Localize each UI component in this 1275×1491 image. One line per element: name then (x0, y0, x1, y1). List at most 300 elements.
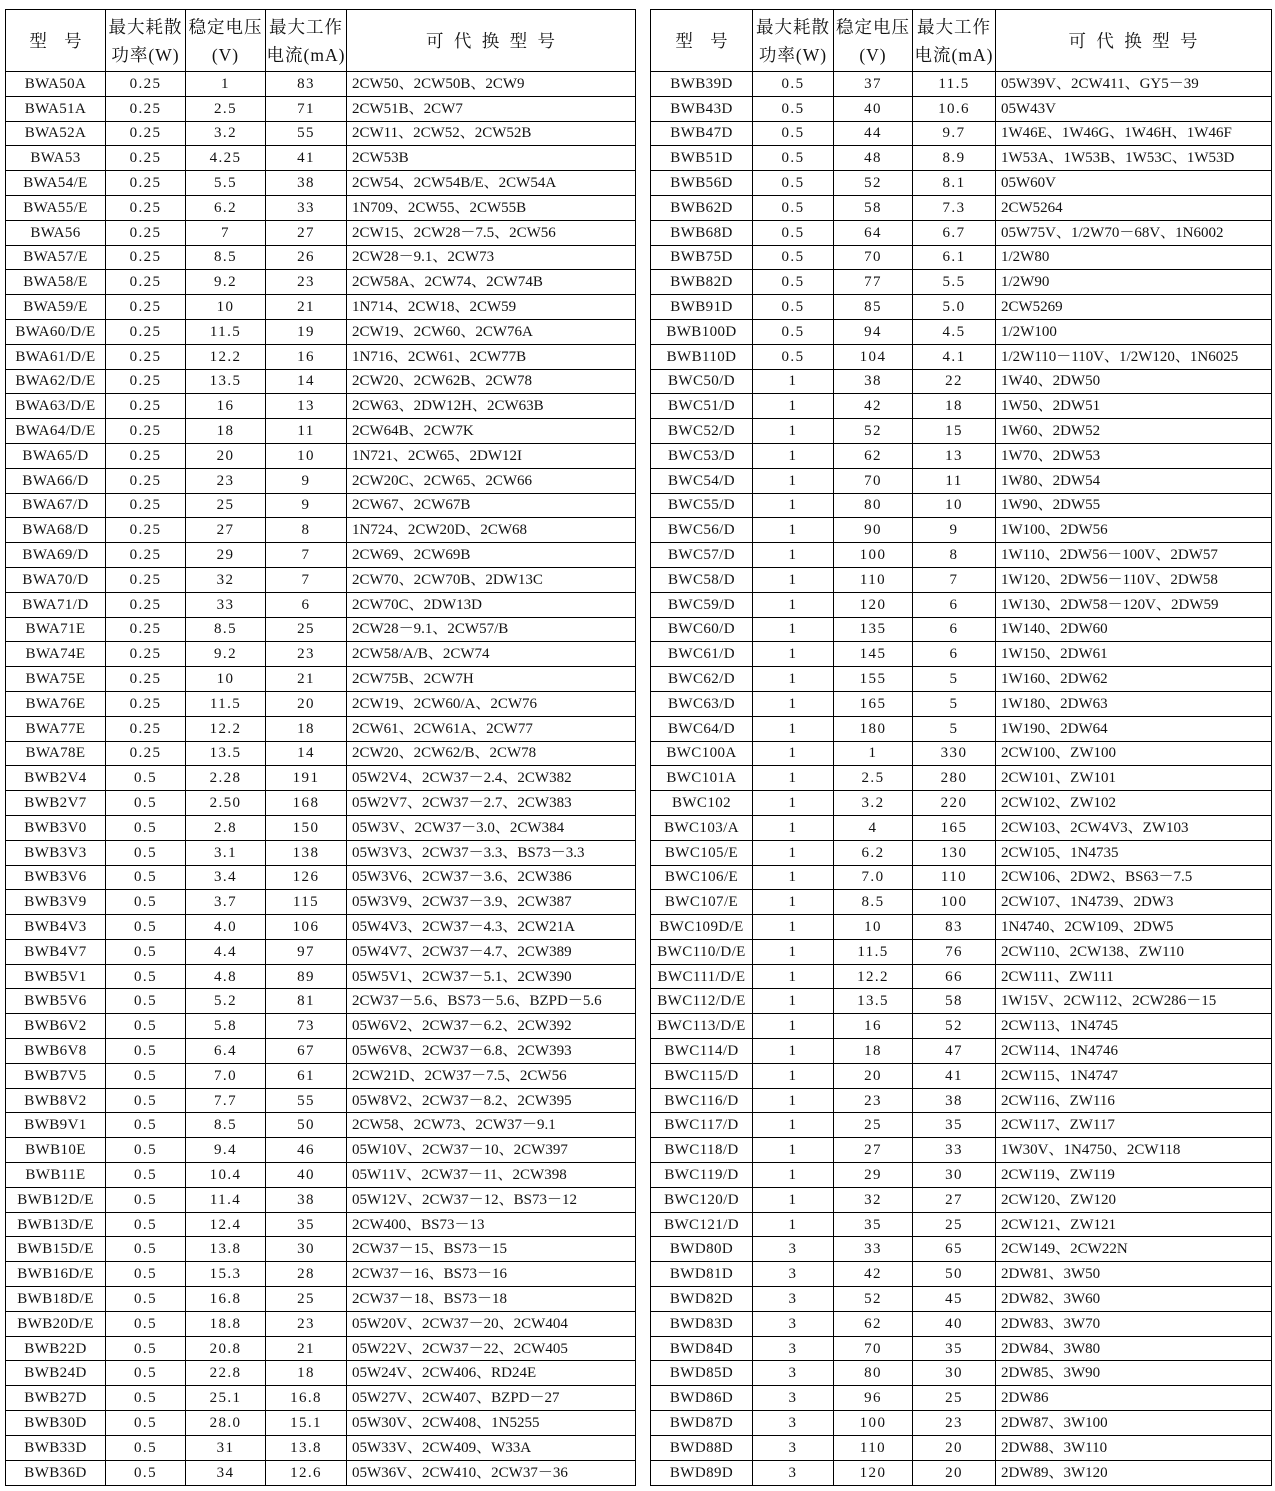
cell-power: 3 (753, 1461, 834, 1486)
cell-substitutes: 05W39V、2CW411、GY5－39 (996, 72, 1271, 97)
cell-voltage: 4.25 (186, 146, 266, 171)
cell-power: 0.5 (753, 97, 834, 122)
cell-current: 4.1 (913, 345, 996, 370)
cell-substitutes: 05W27V、2CW407、BZPD－27 (347, 1386, 635, 1411)
cell-voltage: 3.7 (186, 890, 266, 915)
cell-current: 5 (913, 717, 996, 742)
cell-power: 0.25 (106, 543, 186, 568)
cell-power: 0.5 (753, 146, 834, 171)
cell-power: 0.5 (753, 221, 834, 246)
cell-voltage: 6.2 (186, 196, 266, 221)
cell-model: BWA61/D/E (6, 345, 106, 370)
cell-voltage: 20 (186, 444, 266, 469)
cell-current: 41 (913, 1064, 996, 1089)
cell-voltage: 18 (834, 1039, 913, 1064)
cell-current: 28 (266, 1262, 347, 1287)
cell-current: 15 (913, 419, 996, 444)
cell-power: 0.5 (753, 320, 834, 345)
cell-substitutes: 2CW103、2CW4V3、ZW103 (996, 816, 1271, 841)
cell-substitutes: 05W30V、2CW408、1N5255 (347, 1411, 635, 1436)
cell-substitutes: 2CW20C、2CW65、2CW66 (347, 469, 635, 494)
cell-voltage: 7.0 (834, 866, 913, 891)
cell-voltage: 27 (186, 518, 266, 543)
cell-current: 8 (266, 518, 347, 543)
cell-voltage: 42 (834, 1262, 913, 1287)
cell-substitutes: 2CW58/A/B、2CW74 (347, 642, 635, 667)
cell-model: BWB27D (6, 1386, 106, 1411)
cell-voltage: 31 (186, 1436, 266, 1461)
cell-substitutes: 2CW116、ZW116 (996, 1089, 1271, 1114)
cell-voltage: 23 (834, 1089, 913, 1114)
cell-model: BWC112/D/E (651, 989, 753, 1014)
cell-voltage: 23 (186, 469, 266, 494)
header-current-line2: 电流(mA) (914, 44, 994, 65)
cell-current: 16 (266, 345, 347, 370)
cell-model: BWB82D (651, 270, 753, 295)
cell-power: 0.5 (106, 1237, 186, 1262)
cell-substitutes: 1W120、2DW56－110V、2DW58 (996, 568, 1271, 593)
cell-power: 1 (753, 618, 834, 643)
cell-power: 3 (753, 1262, 834, 1287)
cell-current: 15.1 (266, 1411, 347, 1436)
cell-power: 0.5 (106, 791, 186, 816)
cell-power: 0.5 (753, 345, 834, 370)
cell-substitutes: 1/2W80 (996, 246, 1271, 271)
cell-substitutes: 2CW51B、2CW7 (347, 97, 635, 122)
cell-power: 0.5 (106, 890, 186, 915)
cell-model: BWC58/D (651, 568, 753, 593)
cell-power: 0.5 (106, 1361, 186, 1386)
cell-voltage: 4 (834, 816, 913, 841)
cell-model: BWB39D (651, 72, 753, 97)
cell-voltage: 18.8 (186, 1312, 266, 1337)
cell-voltage: 11.5 (186, 320, 266, 345)
cell-model: BWB5V1 (6, 965, 106, 990)
cell-model: BWB24D (6, 1361, 106, 1386)
cell-voltage: 70 (834, 1337, 913, 1362)
cell-voltage: 27 (834, 1138, 913, 1163)
cell-power: 0.5 (106, 1064, 186, 1089)
cell-power: 1 (753, 642, 834, 667)
cell-substitutes: 05W2V4、2CW37－2.4、2CW382 (347, 766, 635, 791)
cell-voltage: 120 (834, 593, 913, 618)
cell-power: 0.5 (753, 171, 834, 196)
cell-power: 1 (753, 593, 834, 618)
cell-current: 6 (913, 618, 996, 643)
cell-model: BWA53 (6, 146, 106, 171)
cell-power: 0.5 (106, 1213, 186, 1238)
cell-model: BWD80D (651, 1237, 753, 1262)
cell-model: BWB110D (651, 345, 753, 370)
cell-substitutes: 2CW100、ZW100 (996, 742, 1271, 767)
cell-voltage: 44 (834, 122, 913, 147)
cell-voltage: 16 (186, 394, 266, 419)
cell-model: BWA78E (6, 742, 106, 767)
cell-current: 67 (266, 1039, 347, 1064)
cell-power: 1 (753, 890, 834, 915)
cell-substitutes: 1W46E、1W46G、1W46H、1W46F (996, 122, 1271, 147)
cell-power: 0.5 (106, 1089, 186, 1114)
cell-voltage: 12.2 (186, 717, 266, 742)
cell-substitutes: 05W24V、2CW406、RD24E (347, 1361, 635, 1386)
cell-substitutes: 05W4V7、2CW37－4.7、2CW389 (347, 940, 635, 965)
cell-voltage: 80 (834, 494, 913, 519)
cell-substitutes: 2CW5264 (996, 196, 1271, 221)
cell-substitutes: 2CW15、2CW28－7.5、2CW56 (347, 221, 635, 246)
cell-model: BWB43D (651, 97, 753, 122)
cell-power: 0.5 (106, 1188, 186, 1213)
cell-model: BWA57/E (6, 246, 106, 271)
cell-power: 1 (753, 1064, 834, 1089)
cell-current: 25 (266, 618, 347, 643)
cell-substitutes: 2CW37－16、BS73－16 (347, 1262, 635, 1287)
cell-model: BWB11E (6, 1163, 106, 1188)
cell-current: 41 (266, 146, 347, 171)
cell-model: BWC120/D (651, 1188, 753, 1213)
cell-substitutes: 2CW21D、2CW37－7.5、2CW56 (347, 1064, 635, 1089)
cell-model: BWB9V1 (6, 1113, 106, 1138)
cell-current: 150 (266, 816, 347, 841)
cell-model: BWB4V7 (6, 940, 106, 965)
cell-voltage: 16 (834, 1014, 913, 1039)
cell-power: 1 (753, 692, 834, 717)
cell-voltage: 13.5 (834, 989, 913, 1014)
cell-voltage: 32 (186, 568, 266, 593)
cell-substitutes: 1W80、2DW54 (996, 469, 1271, 494)
cell-power: 0.5 (753, 295, 834, 320)
header-voltage (186, 10, 266, 72)
cell-model: BWC116/D (651, 1089, 753, 1114)
cell-model: BWA62/D/E (6, 370, 106, 395)
cell-model: BWA71/D (6, 593, 106, 618)
cell-power: 1 (753, 419, 834, 444)
cell-current: 7.3 (913, 196, 996, 221)
cell-power: 0.5 (106, 1386, 186, 1411)
cell-model: BWC60/D (651, 618, 753, 643)
cell-substitutes: 05W4V3、2CW37－4.3、2CW21A (347, 915, 635, 940)
cell-power: 0.25 (106, 394, 186, 419)
cell-substitutes: 2CW107、1N4739、2DW3 (996, 890, 1271, 915)
cell-power: 1 (753, 568, 834, 593)
cell-model: BWC121/D (651, 1213, 753, 1238)
cell-current: 30 (266, 1237, 347, 1262)
cell-model: BWA59/E (6, 295, 106, 320)
cell-model: BWC52/D (651, 419, 753, 444)
cell-substitutes: 2DW89、3W120 (1001, 1465, 1108, 1482)
cell-model: BWB47D (651, 122, 753, 147)
cell-substitutes: 2CW54、2CW54B/E、2CW54A (347, 171, 635, 196)
cell-current: 8 (913, 543, 996, 568)
cell-power: 0.25 (106, 270, 186, 295)
cell-model: BWA69/D (6, 543, 106, 568)
cell-current: 35 (913, 1337, 996, 1362)
cell-voltage: 12.2 (834, 965, 913, 990)
cell-model: BWD83D (651, 1312, 753, 1337)
cell-current: 191 (266, 766, 347, 791)
cell-model: BWD87D (651, 1411, 753, 1436)
cell-power: 0.5 (106, 1138, 186, 1163)
cell-power: 0.5 (106, 1262, 186, 1287)
cell-power: 3 (753, 1312, 834, 1337)
cell-model: BWC114/D (651, 1039, 753, 1064)
header-voltage-line1: 稳定电压 (836, 16, 910, 37)
cell-current: 8.1 (913, 171, 996, 196)
cell-current: 130 (913, 841, 996, 866)
cell-power: 1 (753, 1213, 834, 1238)
cell-substitutes: 05W60V (996, 171, 1271, 196)
cell-model: BWA74E (6, 642, 106, 667)
cell-power: 3 (753, 1361, 834, 1386)
cell-model: BWD85D (651, 1361, 753, 1386)
cell-power: 0.5 (106, 816, 186, 841)
cell-power: 1 (753, 915, 834, 940)
header-power (106, 10, 186, 72)
cell-substitutes: 05W8V2、2CW37－8.2、2CW395 (347, 1089, 635, 1114)
cell-power: 1 (753, 1113, 834, 1138)
cell-power: 0.25 (106, 692, 186, 717)
cell-substitutes: 2CW70、2CW70B、2DW13C (347, 568, 635, 593)
cell-substitutes: 1W30V、1N4750、2CW118 (996, 1138, 1271, 1163)
cell-model: BWB10E (6, 1138, 106, 1163)
cell-substitutes: 1W53A、1W53B、1W53C、1W53D (996, 146, 1271, 171)
cell-current: 18 (266, 1361, 347, 1386)
cell-substitutes: 1N4740、2CW109、2DW5 (996, 915, 1271, 940)
cell-power: 1 (753, 791, 834, 816)
cell-power: 1 (753, 766, 834, 791)
cell-model: BWB18D/E (6, 1287, 106, 1312)
cell-current: 38 (913, 1089, 996, 1114)
cell-current: 81 (266, 989, 347, 1014)
cell-model: BWD88D (651, 1436, 753, 1461)
cell-power: 0.25 (106, 642, 186, 667)
cell-voltage: 100 (834, 543, 913, 568)
cell-substitutes: 2CW37－5.6、BS73－5.6、BZPD－5.6 (347, 989, 635, 1014)
cell-substitutes: 2DW82、3W60 (996, 1287, 1271, 1312)
cell-current: 50 (913, 1262, 996, 1287)
cell-substitutes: 2DW88、3W110 (996, 1436, 1271, 1461)
cell-substitutes: 1N721、2CW65、2DW12I (347, 444, 635, 469)
cell-voltage: 18 (186, 419, 266, 444)
cell-voltage: 20 (834, 1064, 913, 1089)
cell-substitutes: 1W150、2DW61 (996, 642, 1271, 667)
cell-current: 9 (266, 494, 347, 519)
cell-power: 1 (753, 1089, 834, 1114)
cell-substitutes: 05W3V、2CW37－3.0、2CW384 (347, 816, 635, 841)
cell-substitutes: 2CW37－18、BS73－18 (347, 1287, 635, 1312)
cell-substitutes: 05W6V2、2CW37－6.2、2CW392 (347, 1014, 635, 1039)
cell-voltage: 100 (834, 1411, 913, 1436)
cell-voltage: 12.2 (186, 345, 266, 370)
cell-voltage: 5.8 (186, 1014, 266, 1039)
cell-voltage: 2.28 (186, 766, 266, 791)
cell-voltage: 7 (186, 221, 266, 246)
cell-voltage: 180 (834, 717, 913, 742)
cell-voltage: 10 (186, 295, 266, 320)
cell-voltage: 8.5 (186, 618, 266, 643)
cell-current: 19 (266, 320, 347, 345)
cell-power: 1 (753, 866, 834, 891)
cell-voltage: 52 (834, 1287, 913, 1312)
cell-model: BWC101A (651, 766, 753, 791)
cell-current: 5 (913, 692, 996, 717)
cell-voltage: 145 (834, 642, 913, 667)
cell-substitutes: 2CW53B (347, 146, 635, 171)
cell-current: 66 (913, 965, 996, 990)
cell-voltage: 33 (834, 1237, 913, 1262)
cell-voltage: 62 (834, 444, 913, 469)
cell-substitutes: 2CW102、ZW102 (996, 791, 1271, 816)
cell-voltage: 155 (834, 667, 913, 692)
cell-substitutes: 1W90、2DW55 (996, 494, 1271, 519)
cell-substitutes: 05W75V、1/2W70－68V、1N6002 (996, 221, 1271, 246)
cell-model: BWD86D (651, 1386, 753, 1411)
header-model: 型 号 (651, 10, 753, 72)
cell-voltage: 52 (834, 419, 913, 444)
cell-substitutes: 1W190、2DW64 (996, 717, 1271, 742)
cell-model: BWB3V9 (6, 890, 106, 915)
cell-current: 26 (266, 246, 347, 271)
cell-model: BWA58/E (6, 270, 106, 295)
cell-substitutes: 05W10V、2CW37－10、2CW397 (347, 1138, 635, 1163)
cell-current: 21 (266, 295, 347, 320)
cell-substitutes: 2DW84、3W80 (996, 1337, 1271, 1362)
cell-substitutes: 2DW81、3W50 (996, 1262, 1271, 1287)
cell-model: BWB91D (651, 295, 753, 320)
cell-substitutes: 2CW106、2DW2、BS63－7.5 (996, 866, 1271, 891)
header-power-line1: 最大耗散 (108, 16, 183, 37)
cell-power: 0.5 (106, 940, 186, 965)
cell-power: 0.5 (106, 1337, 186, 1362)
cell-current: 33 (266, 196, 347, 221)
header-voltage-line1: 稳定电压 (188, 16, 263, 37)
cell-voltage: 2.8 (186, 816, 266, 841)
cell-current: 6.1 (913, 246, 996, 271)
cell-power: 1 (753, 667, 834, 692)
cell-model: BWC62/D (651, 667, 753, 692)
cell-current: 35 (266, 1213, 347, 1238)
cell-model: BWA60/D/E (6, 320, 106, 345)
cell-model: BWB68D (651, 221, 753, 246)
cell-power: 0.5 (106, 841, 186, 866)
cell-current: 22 (913, 370, 996, 395)
cell-power: 1 (753, 742, 834, 767)
cell-current: 27 (266, 221, 347, 246)
header-current-line1: 最大工作 (917, 16, 991, 37)
cell-power: 0.25 (106, 221, 186, 246)
cell-substitutes: 1/2W110－110V、1/2W120、1N6025 (996, 345, 1271, 370)
cell-voltage: 104 (834, 345, 913, 370)
cell-model: BWA55/E (6, 196, 106, 221)
cell-voltage: 25 (834, 1113, 913, 1138)
cell-model: BWB16D/E (6, 1262, 106, 1287)
cell-current: 7 (266, 543, 347, 568)
cell-current: 138 (266, 841, 347, 866)
cell-substitutes: 1N716、2CW61、2CW77B (347, 345, 635, 370)
cell-current: 65 (913, 1237, 996, 1262)
cell-voltage: 42 (834, 394, 913, 419)
cell-power: 3 (753, 1436, 834, 1461)
cell-voltage: 48 (834, 146, 913, 171)
cell-substitutes: 2CW20、2CW62/B、2CW78 (347, 742, 635, 767)
cell-substitutes: 2CW114、1N4746 (996, 1039, 1271, 1064)
cell-power: 3 (753, 1287, 834, 1312)
cell-substitutes: 1W140、2DW60 (996, 618, 1271, 643)
cell-model: BWA64/D/E (6, 419, 106, 444)
cell-substitutes: 05W20V、2CW37－20、2CW404 (347, 1312, 635, 1337)
cell-voltage: 20.8 (186, 1337, 266, 1362)
cell-current: 14 (266, 370, 347, 395)
cell-current: 33 (913, 1138, 996, 1163)
cell-model: BWC64/D (651, 717, 753, 742)
cell-power: 0.5 (106, 1014, 186, 1039)
cell-current: 168 (266, 791, 347, 816)
cell-model: BWA70/D (6, 568, 106, 593)
cell-substitutes: 2CW58、2CW73、2CW37－9.1 (347, 1113, 635, 1138)
cell-current: 8.9 (913, 146, 996, 171)
cell-current: 5 (913, 667, 996, 692)
cell-current: 5.5 (913, 270, 996, 295)
cell-model: BWB51D (651, 146, 753, 171)
cell-substitutes: 1W100、2DW56 (996, 518, 1271, 543)
cell-current: 21 (266, 667, 347, 692)
cell-model: BWC103/A (651, 816, 753, 841)
cell-voltage: 4.8 (186, 965, 266, 990)
cell-voltage: 62 (834, 1312, 913, 1337)
cell-current: 20 (266, 692, 347, 717)
cell-power: 0.5 (106, 1436, 186, 1461)
cell-model: BWC118/D (651, 1138, 753, 1163)
cell-current: 23 (913, 1411, 996, 1436)
cell-current: 46 (266, 1138, 347, 1163)
cell-power: 0.5 (753, 246, 834, 271)
cell-power: 0.25 (106, 246, 186, 271)
cell-model: BWB6V8 (6, 1039, 106, 1064)
cell-current: 100 (913, 890, 996, 915)
cell-substitutes: 05W11V、2CW37－11、2CW398 (347, 1163, 635, 1188)
cell-substitutes: 2DW83、3W70 (996, 1312, 1271, 1337)
cell-model: BWC54/D (651, 469, 753, 494)
cell-current: 58 (913, 989, 996, 1014)
cell-current: 89 (266, 965, 347, 990)
cell-substitutes: 2CW70C、2DW13D (347, 593, 635, 618)
cell-voltage: 3.4 (186, 866, 266, 891)
cell-voltage: 9.2 (186, 270, 266, 295)
cell-power: 3 (753, 1337, 834, 1362)
cell-power: 1 (753, 1039, 834, 1064)
cell-power: 0.5 (106, 1312, 186, 1337)
cell-power: 0.5 (106, 1163, 186, 1188)
cell-power: 0.25 (106, 72, 186, 97)
cell-voltage: 15.3 (186, 1262, 266, 1287)
cell-voltage: 3.2 (186, 122, 266, 147)
cell-model: BWC56/D (651, 518, 753, 543)
cell-current: 25 (913, 1213, 996, 1238)
cell-current: 6 (913, 593, 996, 618)
cell-voltage: 33 (186, 593, 266, 618)
cell-current: 12.6 (266, 1461, 347, 1486)
cell-power: 0.25 (106, 618, 186, 643)
cell-power: 0.5 (753, 196, 834, 221)
cell-power: 0.25 (106, 122, 186, 147)
cell-model: BWA75E (6, 667, 106, 692)
cell-model: BWB36D (6, 1461, 106, 1486)
cell-model: BWC111/D/E (651, 965, 753, 990)
cell-current: 40 (913, 1312, 996, 1337)
cell-voltage: 64 (834, 221, 913, 246)
cell-current: 52 (913, 1014, 996, 1039)
cell-current: 76 (913, 940, 996, 965)
cell-substitutes: 1W60、2DW52 (996, 419, 1271, 444)
